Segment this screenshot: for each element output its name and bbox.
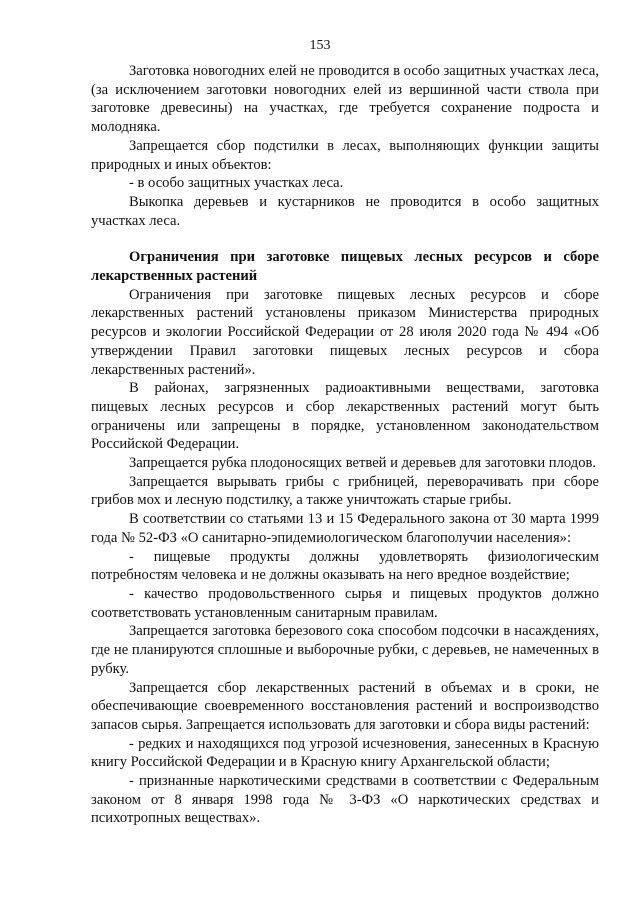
paragraph: В районах, загрязненных радиоактивными веществами, заготовка пищевых лесных ресурсов и сбор лекарственных растений могут быть ограничены или запрещены в порядке, установленном законодательством Российской Федерации. (91, 380, 599, 453)
list-item: - в особо защитных участках леса. (129, 175, 344, 192)
list-item: - признанные наркотическими средствами в соответствии с Федеральным законом от 8 января 1998 года № 3-ФЗ «О наркотических средствах и психотропных веществах». (91, 773, 599, 827)
list-item: - редких и находящихся под угрозой исчезновения, занесенных в Красную книгу Российской Федерации и в Красную книгу Архангельской области; (91, 735, 599, 771)
paragraph: Ограничения при заготовке пищевых лесных ресурсов и сборе лекарственных растений установлены приказом Министерства природных ресурсов и экологии Российской Федерации от 28 июля 2020 года № 494 «Об утверждении Правил заготовки пищевых лесных ресурсов и сбора лекарственных растений». (91, 286, 599, 378)
list-item: - пищевые продукты должны удовлетворять физиологическим потребностям человека и не должны оказывать на него вредное воздействие; (91, 548, 599, 584)
section-heading: Ограничения при заготовке пищевых лесных ресурсов и сборе лекарственных растений (91, 249, 599, 285)
page-number: 153 (309, 38, 331, 53)
paragraph: Запрещается рубка плодоносящих ветвей и деревьев для заготовки плодов. (129, 455, 597, 472)
paragraph: В соответствии со статьями 13 и 15 Федерального закона от 30 марта 1999 года № 52-ФЗ «О санитарно-эпидемиологическом благополучии населения»: (91, 511, 599, 546)
paragraph: Заготовка новогодних елей не проводится в особо защитных участках леса, (за исключением заготовки новогодних елей из вершинной части ствола при заготовке древесины) на участках, где требуется сохранение подроста и молодняка. (91, 63, 599, 136)
document-body (91, 62, 599, 828)
paragraph: Запрещается заготовка березового сока способом подсочки в насаждениях, где не планируются сплошные и выборочные рубки, с деревьев, не намеченных в рубку. (91, 623, 599, 677)
list-item: - качество продовольственного сырья и пищевых продуктов должно соответствовать установленным санитарным правилам. (91, 585, 599, 621)
paragraph: Запрещается сбор лекарственных растений в объемах и в сроки, не обеспечивающие своевременного восстановления растений и воспроизводство запасов сырья. Запрещается использовать для заготовки и сбора виды растений: (91, 679, 599, 733)
paragraph: Запрещается сбор подстилки в лесах, выполняющих функции защиты природных и иных объектов: (91, 137, 599, 173)
paragraph: Запрещается вырывать грибы с грибницей, переворачивать при сборе грибов мох и лесную подстилку, а также уничтожать старые грибы. (91, 473, 599, 509)
paragraph: Выкопка деревьев и кустарников не проводится в особо защитных участках леса. (91, 193, 599, 229)
